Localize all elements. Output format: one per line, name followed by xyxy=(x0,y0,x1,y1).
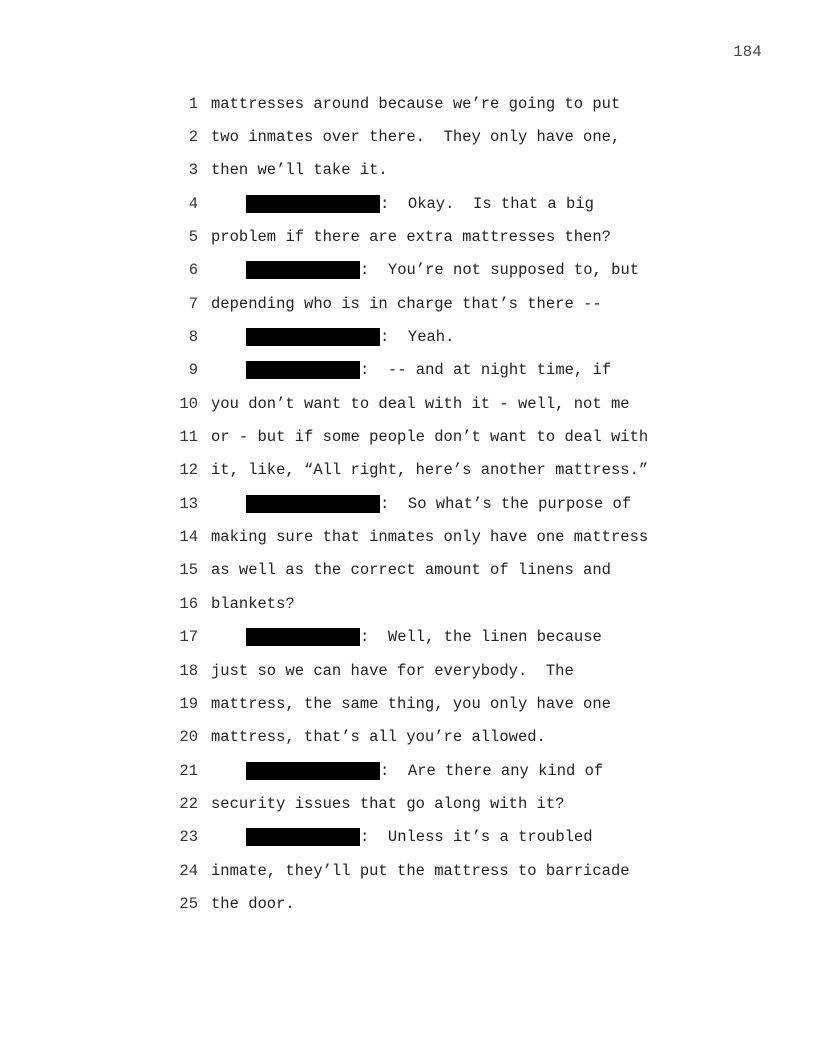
transcript-line xyxy=(170,621,690,654)
transcript-line xyxy=(170,887,690,920)
speaker-utterance: : Unless it’s a troubled xyxy=(360,828,593,847)
transcript-line xyxy=(170,587,690,620)
line-number: 19 xyxy=(179,694,198,713)
line-number: 17 xyxy=(179,628,198,647)
transcript-line xyxy=(170,254,690,287)
line-number: 13 xyxy=(179,494,198,513)
speaker-utterance: : Well, the linen because xyxy=(360,628,602,647)
transcript-line xyxy=(170,654,690,687)
line-text: mattress, that’s all you’re allowed. xyxy=(211,728,546,747)
line-text: security issues that go along with it? xyxy=(211,794,565,813)
transcript-line xyxy=(170,354,690,387)
line-number: 12 xyxy=(179,461,198,480)
transcript-line xyxy=(170,320,690,353)
line-number: 6 xyxy=(188,261,198,280)
page-number: 184 xyxy=(733,43,762,61)
speaker-text xyxy=(246,261,690,279)
transcript-line xyxy=(170,554,690,587)
speaker-text xyxy=(246,195,690,213)
transcript-line xyxy=(170,154,690,187)
line-number: 22 xyxy=(179,794,198,813)
line-text: two inmates over there. They only have one, xyxy=(211,128,621,147)
speaker-utterance: : Are there any kind of xyxy=(380,761,604,780)
speaker-utterance: : Yeah. xyxy=(380,328,455,347)
line-number: 18 xyxy=(179,661,198,680)
transcript-line xyxy=(170,520,690,553)
line-number: 8 xyxy=(188,328,198,347)
line-number: 11 xyxy=(179,428,198,447)
transcript-line xyxy=(170,220,690,253)
redacted-speaker-name xyxy=(246,195,380,213)
speaker-text xyxy=(246,828,690,846)
line-number: 1 xyxy=(188,94,198,113)
redacted-speaker-name xyxy=(246,628,360,646)
redacted-speaker-name xyxy=(246,762,380,780)
redacted-speaker-name xyxy=(246,828,360,846)
transcript-line xyxy=(170,454,690,487)
line-text: then we’ll take it. xyxy=(211,161,388,180)
speaker-utterance: : You’re not supposed to, but xyxy=(360,261,640,280)
line-number: 3 xyxy=(188,161,198,180)
speaker-text xyxy=(246,361,690,379)
speaker-text xyxy=(246,762,690,780)
line-text: or - but if some people don’t want to deal with xyxy=(211,428,649,447)
line-text: it, like, “All right, here’s another mattress.” xyxy=(211,461,649,480)
line-number: 5 xyxy=(188,228,198,247)
speaker-text xyxy=(246,628,690,646)
transcript-line xyxy=(170,187,690,220)
line-number: 24 xyxy=(179,861,198,880)
transcript-line xyxy=(170,687,690,720)
line-number: 16 xyxy=(179,594,198,613)
line-text: mattresses around because we’re going to put xyxy=(211,94,621,113)
line-number: 23 xyxy=(179,828,198,847)
line-text: as well as the correct amount of linens and xyxy=(211,561,611,580)
line-number: 14 xyxy=(179,528,198,547)
line-number: 25 xyxy=(179,894,198,913)
transcript-line xyxy=(170,387,690,420)
line-text: inmate, they’ll put the mattress to barricade xyxy=(211,861,630,880)
line-number: 10 xyxy=(179,394,198,413)
line-text: the door. xyxy=(211,894,295,913)
transcript-line xyxy=(170,821,690,854)
transcript-line xyxy=(170,787,690,820)
speaker-text xyxy=(246,328,690,346)
transcript-body xyxy=(170,87,690,921)
redacted-speaker-name xyxy=(246,361,360,379)
line-text: blankets? xyxy=(211,594,295,613)
transcript-line xyxy=(170,754,690,787)
line-text: mattress, the same thing, you only have one xyxy=(211,694,611,713)
line-text: making sure that inmates only have one mattress xyxy=(211,528,649,547)
line-number: 2 xyxy=(188,128,198,147)
line-text: you don’t want to deal with it - well, not me xyxy=(211,394,630,413)
line-number: 15 xyxy=(179,561,198,580)
line-text: problem if there are extra mattresses then? xyxy=(211,228,611,247)
speaker-utterance: : -- and at night time, if xyxy=(360,361,612,380)
redacted-speaker-name xyxy=(246,495,380,513)
transcript-line xyxy=(170,721,690,754)
transcript-line xyxy=(170,87,690,120)
transcript-line xyxy=(170,487,690,520)
speaker-utterance: : So what’s the purpose of xyxy=(380,494,632,513)
transcript-line xyxy=(170,420,690,453)
transcript-line xyxy=(170,854,690,887)
line-text: depending who is in charge that’s there -- xyxy=(211,294,602,313)
line-text: just so we can have for everybody. The xyxy=(211,661,574,680)
line-number: 9 xyxy=(188,361,198,380)
transcript-line xyxy=(170,120,690,153)
line-number: 21 xyxy=(179,761,198,780)
speaker-text xyxy=(246,495,690,513)
line-number: 4 xyxy=(188,194,198,213)
speaker-utterance: : Okay. Is that a big xyxy=(380,194,594,213)
redacted-speaker-name xyxy=(246,261,360,279)
redacted-speaker-name xyxy=(246,328,380,346)
line-number: 7 xyxy=(188,294,198,313)
transcript-line xyxy=(170,287,690,320)
line-number: 20 xyxy=(179,728,198,747)
